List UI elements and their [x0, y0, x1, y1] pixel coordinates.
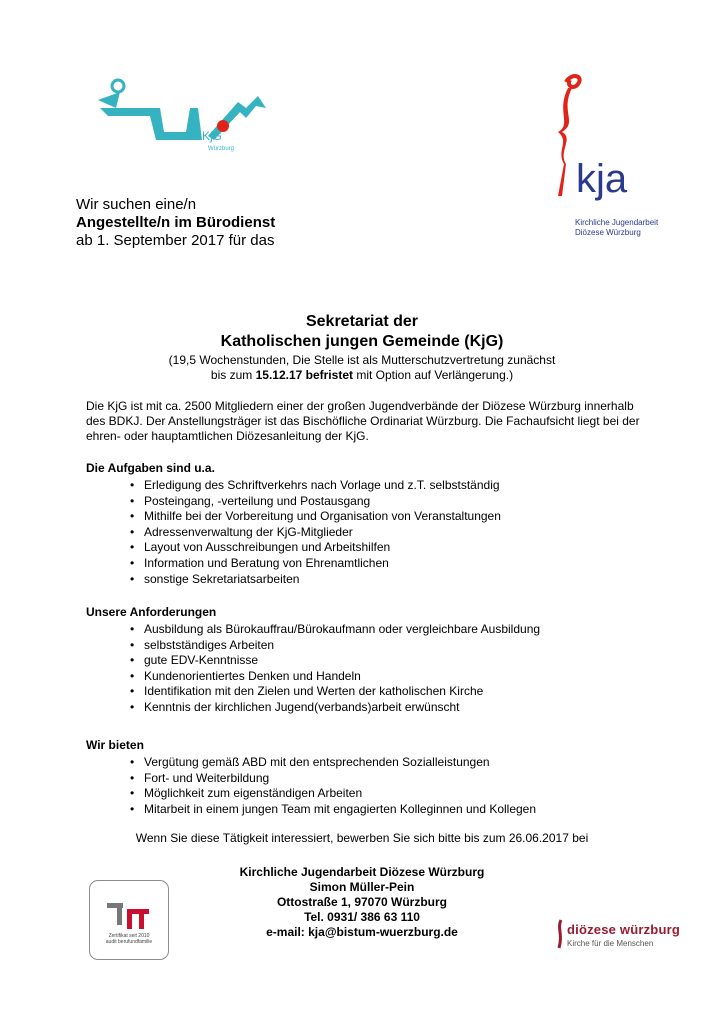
list-item: • Möglichkeit zum eigenständigen Arbeiten — [130, 786, 536, 802]
tasks-section — [86, 461, 501, 587]
intro-line3: ab 1. September 2017 für das — [76, 232, 275, 249]
list-item: • Kundenorientiertes Denken und Handeln — [130, 669, 540, 685]
requirements-title: Unsere Anforderungen — [86, 605, 217, 619]
job-title: Angestellte/n im Bürodienst — [76, 214, 276, 231]
list-item: • Posteingang, -verteilung und Postausgang — [130, 494, 501, 510]
intro — [76, 196, 275, 250]
list-item: • Erledigung des Schriftverkehrs nach Vorlage und z.T. selbstständig — [130, 478, 501, 494]
list-item: • sonstige Sekretariatsarbeiten — [130, 572, 501, 588]
list-item: • Mitarbeit in einem jungen Team mit engagierten Kolleginnen und Kollegen — [130, 802, 536, 818]
diocese-logo-mark — [555, 918, 565, 950]
list-item: • Information und Beratung von Ehrenamtlichen — [130, 556, 501, 572]
certificate-line1: Zertifikat seit 2010 — [108, 933, 150, 939]
heading-title1: Sekretariat der — [305, 313, 419, 330]
tasks-list — [86, 478, 501, 587]
contact-org: Kirchliche Jugendarbeit Diözese Würzburg — [239, 865, 485, 879]
certificate-icon — [107, 893, 151, 931]
note2-pre: bis zum — [210, 368, 256, 382]
kjg-logo — [90, 78, 280, 158]
kja-red-figure — [558, 88, 572, 196]
kja-logo — [548, 72, 658, 242]
contact-address: Ottostraße 1, 97070 Würzburg — [276, 895, 448, 909]
kjg-logo-city: Würzburg — [208, 146, 235, 152]
contact-email[interactable]: e-mail: kja@bistum-wuerzburg.de — [266, 925, 458, 939]
list-item: • Identifikation mit den Zielen und Werten der katholischen Kirche — [130, 684, 540, 700]
heading — [0, 312, 724, 382]
kjg-logo-mark — [98, 92, 120, 108]
list-item: • Vergütung gemäß ABD mit den entsprechenden Sozialleistungen — [130, 755, 536, 771]
heading-note1: (19,5 Wochenstunden, Die Stelle ist als Mutterschutzvertretung zunächst — [168, 353, 556, 367]
contact-person: Simon Müller-Pein — [309, 880, 415, 894]
apply-text: Wenn Sie diese Tätigkeit interessiert, bewerben Sie sich bitte bis zum 26.06.2017 bei — [135, 831, 589, 845]
kjg-logo-text: KjG — [202, 129, 223, 143]
intro-line1: Wir suchen eine/n — [76, 196, 197, 213]
heading-title2: Katholischen jungen Gemeinde (KjG) — [220, 333, 504, 350]
kja-subtitle-line2: Diözese Würzburg — [575, 228, 641, 237]
diocese-tagline: Kirche für die Menschen — [567, 939, 654, 948]
list-item: • Adressenverwaltung der KjG-Mitglieder — [130, 525, 501, 541]
kja-subtitle-line1: Kirchliche Jugendarbeit — [575, 218, 659, 227]
contact-phone: Tel. 0931/ 386 63 110 — [304, 910, 420, 924]
offer-section — [86, 738, 536, 817]
note2-post: mit Option auf Verlängerung.) — [352, 368, 514, 382]
list-item: • Ausbildung als Bürokauffrau/Bürokaufmann oder vergleichbare Ausbildung — [130, 622, 540, 638]
heading-note2 — [0, 368, 724, 382]
certificate-text — [90, 933, 168, 945]
tasks-title: Die Aufgaben sind u.a. — [86, 461, 215, 475]
kja-logo-text: kja — [576, 157, 628, 201]
requirements-list — [86, 622, 540, 716]
list-item: • Kenntnis der kirchlichen Jugend(verbands)arbeit erwünscht — [130, 700, 540, 716]
list-item: • gute EDV-Kenntnisse — [130, 653, 540, 669]
list-item: • Fort- und Weiterbildung — [130, 771, 536, 787]
note2-bold: 15.12.17 befristet — [255, 368, 353, 382]
requirements-section — [86, 605, 540, 716]
list-item: • Layout von Ausschreibungen und Arbeitshilfen — [130, 540, 501, 556]
certificate-line2: audit berufundfamilie — [105, 939, 153, 945]
diocese-logo-text: diözese würzburg — [567, 922, 680, 937]
offer-list — [86, 755, 536, 817]
kja-subtitle — [575, 218, 658, 238]
certificate-badge — [89, 880, 169, 960]
description-paragraph: Die KjG ist mit ca. 2500 Mitgliedern einer der großen Jugendverbände der Diözese Würzburg innerhalb des BDKJ. Der Anstellungsträger ist das Bischöfliche Ordinariat Würzburg. Die Fachaufsicht liegt bei der ehren- oder hauptamtlichen Diözesanleitung der KjG. — [86, 399, 640, 443]
list-item: • selbstständiges Arbeiten — [130, 638, 540, 654]
list-item: • Mithilfe bei der Vorbereitung und Organisation von Veranstaltungen — [130, 509, 501, 525]
offer-title: Wir bieten — [86, 738, 144, 752]
